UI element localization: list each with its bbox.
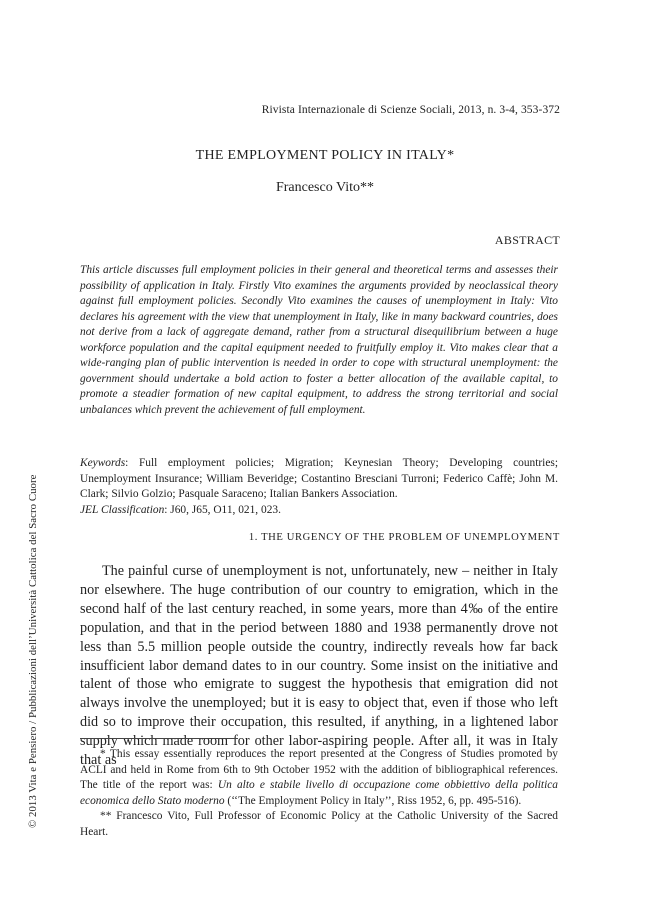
abstract-heading: ABSTRACT [494,233,560,247]
article-author: Francesco Vito** [275,180,375,195]
footnotes [80,747,558,840]
copyright-notice: © 2013 Vita e Pensiero / Pubblicazioni dell’Università Cattolica del Sacro Cuore [27,474,39,828]
jel-label: JEL Classification [80,503,165,516]
keywords-block [80,456,558,518]
footnote-1-text: * This essay essentially reproduces the report presented at the Congress of Studies promoted by ACLI and held in Rome from 6th to 9th October 1952 with the addition of bibliographical references. The title of the report was: [80,748,558,791]
keywords-label: Keywords [80,457,126,469]
footnote-1-end: (‘‘The Employment Policy in Italy’’, Riss 1952, 6, pp. 495-516). [224,794,522,807]
body-paragraph: The painful curse of unemployment is not, unfortunately, new – neither in Italy nor elsewhere. The huge contribution of our country to emigration, which in the second half of the last century reached, in some years, more than 4‰ of the entire population, and that in the period between 1880 and 1938 permanently drove not less than 5.5 million people outside the country, indirectly reveals how far back insufficient labor demand dates to in our country. Some insist on the initiative and talent of those who emigrate to suggest the hypothesis that emigration did not always involve the unemployed; but it is easy to object that, even if those who left did so to improve their occupation, this resulted, if anything, in a lightened labor supply which made room for other labor-aspiring people. After all, it was in Italy that as [80,563,558,769]
jel-classification [80,503,558,519]
keywords-text: : Full employment policies; Migration; Keynesian Theory; Developing countries; Unemployment Insurance; William Beveridge; Costantino Bresciani Turroni; Federico Caffè; John M. Clark; Silvio Golzio; Pasquale Saraceno; Italian Bankers Association. [80,457,558,500]
jel-codes: : J60, J65, O11, 021, 023. [164,503,281,516]
section-heading: 1. THE URGENCY OF THE PROBLEM OF UNEMPLOYMENT [248,532,560,543]
footnote-2: ** Francesco Vito, Full Professor of Economic Policy at the Catholic University of the Sacred Heart. [80,810,558,838]
footnote-1 [80,747,558,809]
article-title: THE EMPLOYMENT POLICY IN ITALY* [195,148,455,163]
journal-reference: Rivista Internazionale di Scienze Sociali, 2013, n. 3-4, 353-372 [261,104,560,116]
footnote-1-italic-title: Un alto e stabile livello di occupazione come obbiettivo della politica economica dello Stato moderno [80,779,558,807]
abstract-text: This article discusses full employment policies in their general and theoretical terms and assesses their possibility of application in Italy. Firstly Vito examines the arguments provided by neoclassical theory against full employment policies. Secondly Vito examines the causes of unemployment in Italy: Vito declares his agreement with the view that unemployment in Italy, like in many backward countries, does not derive from a lack of aggregate demand, rather from a structural disequilibrium between a huge workforce population and the capital equipment needed to fruitfully employ it. Vito makes clear that a wide-ranging plan of public intervention is needed in order to cope with structural unemployment: the government should undertake a bold action to foster a better allocation of the available capital, to promote a steadier formation of new capital equipment, to address the strong territorial and social unbalances which prevent the achievement of full employment. [80,264,558,416]
footnote-divider [80,738,238,739]
